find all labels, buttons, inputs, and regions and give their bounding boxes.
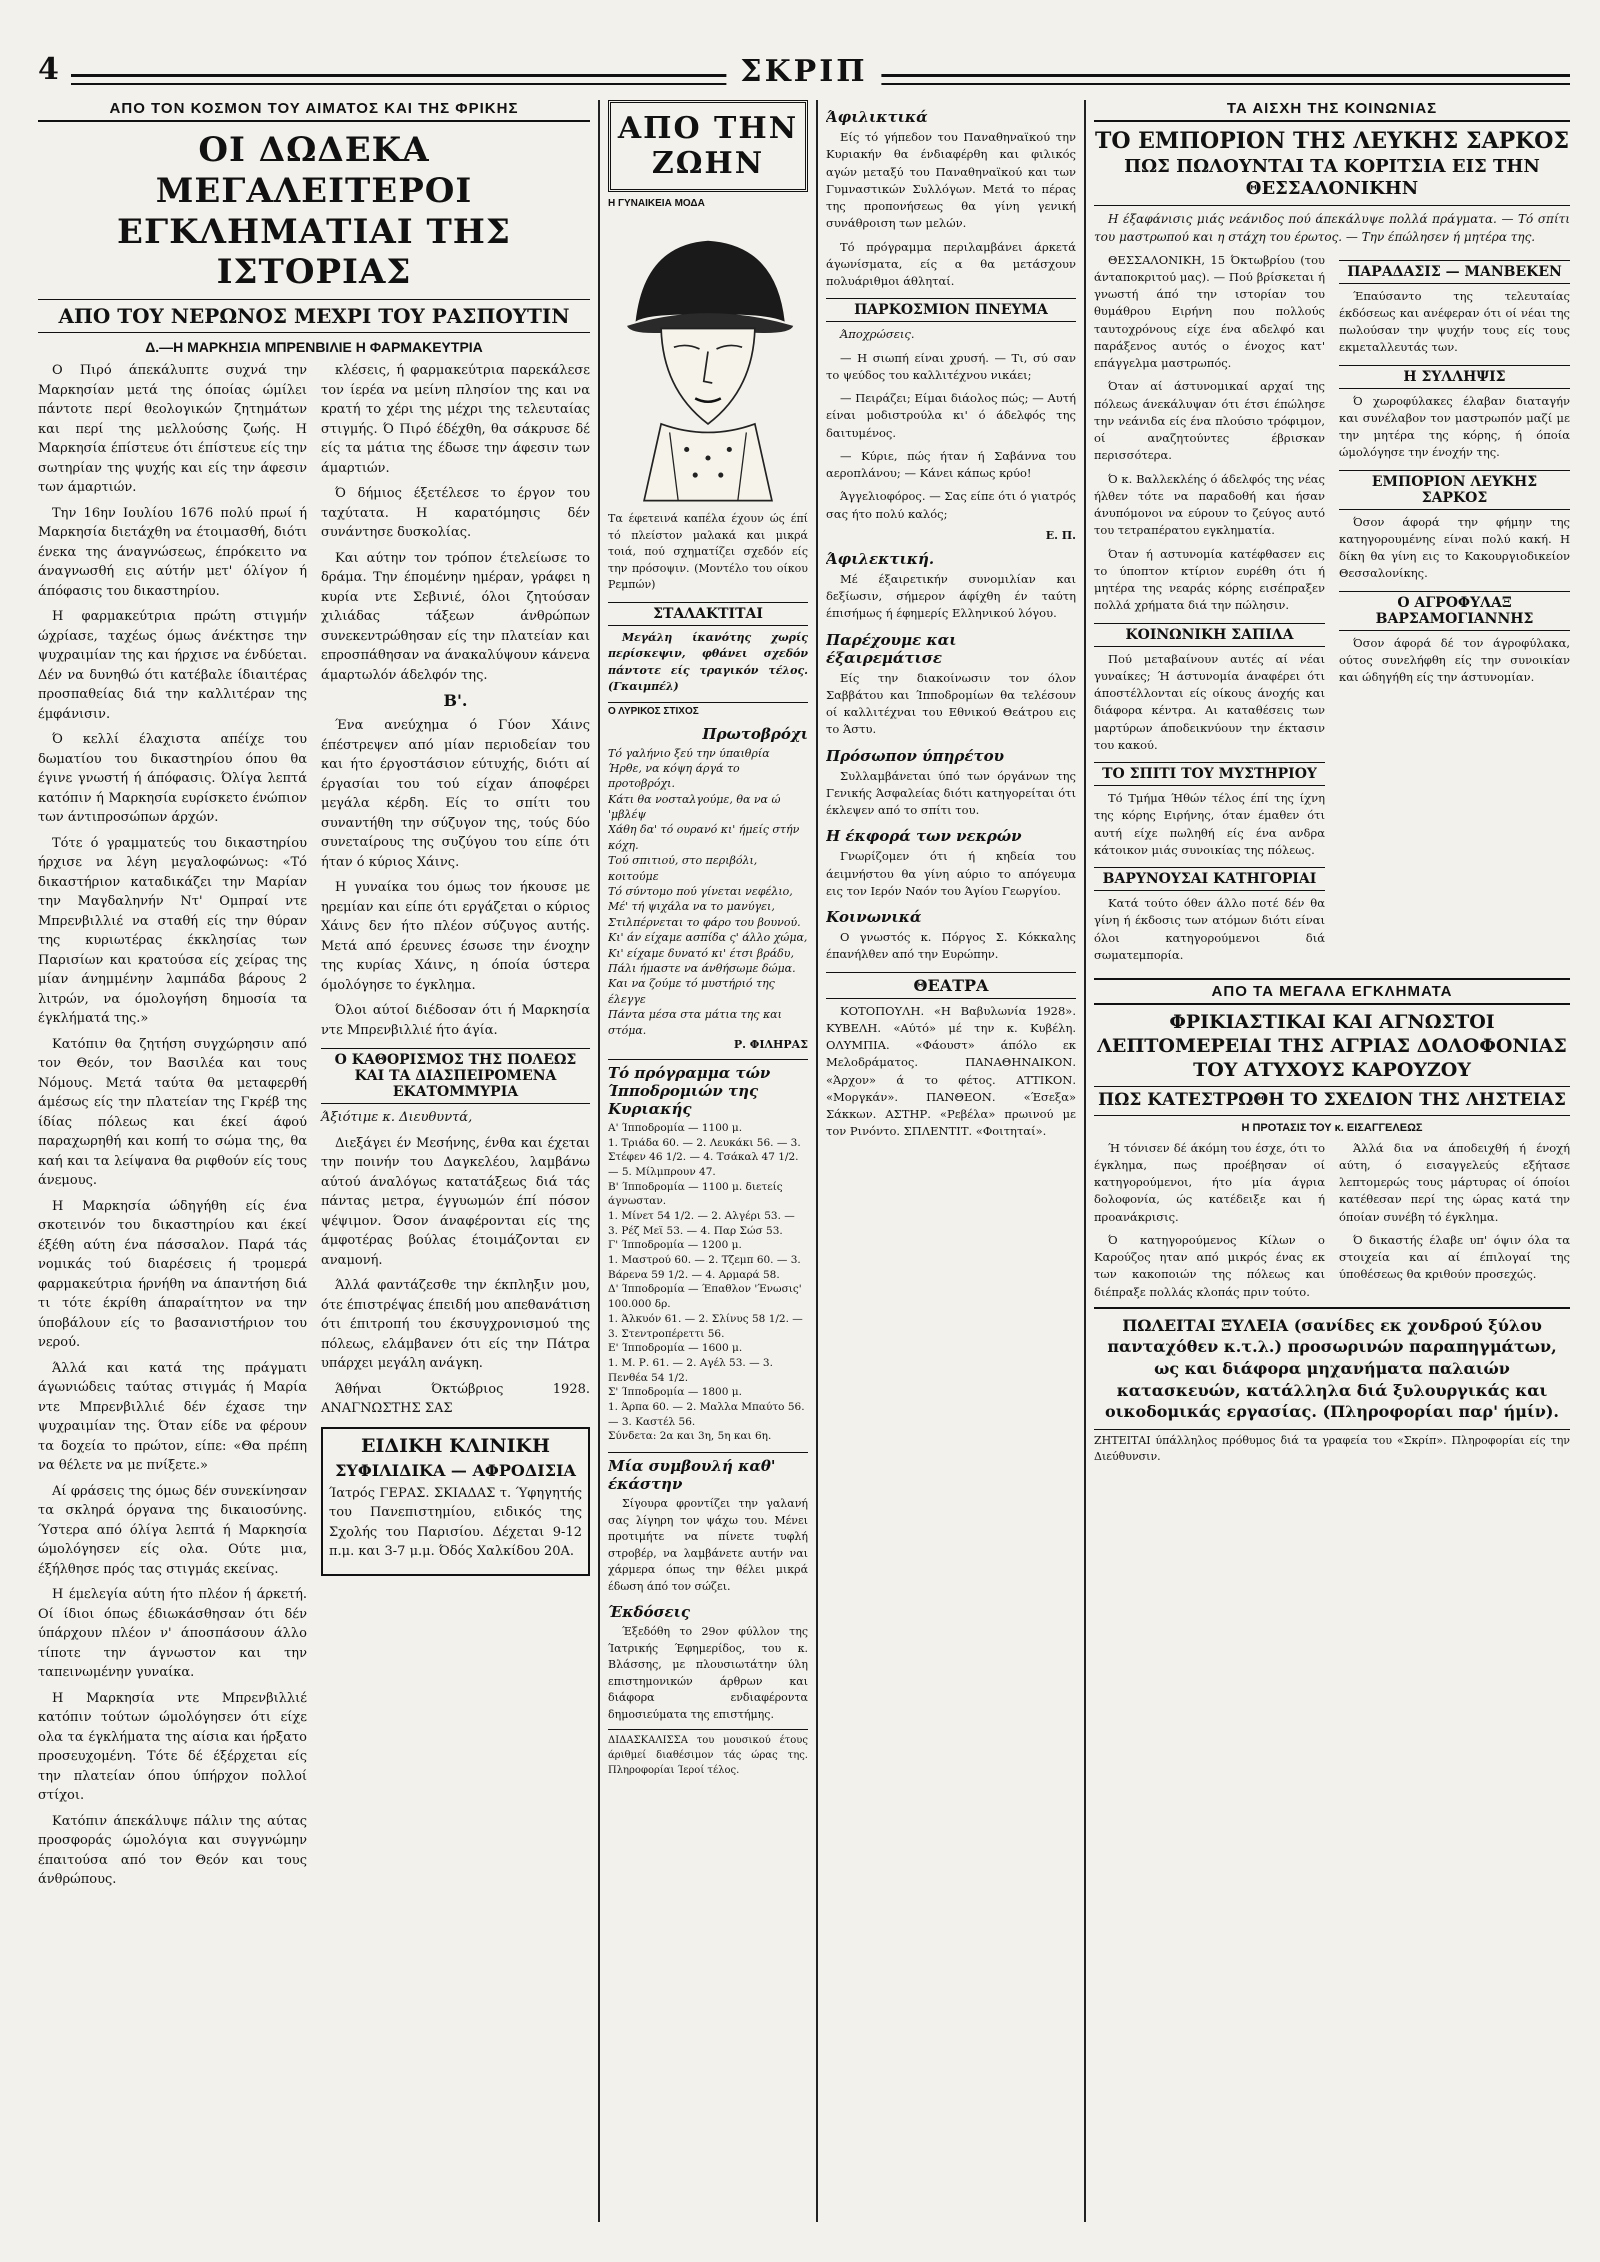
paragraph: Η Μαρκησία ντε Μπρενβιλλιέ κατόπιν τούτων ώμολόγησεν ότι είχε ολα τα έγκλήματα της αίσια και ήρξατο προσευχομένη. Τότε δέ έξέρχεται είς την πλατείαν όπου ύπήρχον πολλοί στίχοι.	[38, 1690, 307, 1804]
poem-body	[608, 746, 808, 1038]
paragraph: Κατόπιν άπεκάλυψε πάλιν της αύτας προσφοράς ώμολόγια και συγγνώμην έπαιτούσα από τον Θεόν και τους άνθρώπους.	[38, 1813, 307, 1888]
afiliktika-text-2: Τό πρόγραμμα περιλαμβάνει άρκετά άγωνίσματα, είς α θα μετάσχουν πολυάριθμοι άθληταί.	[826, 239, 1076, 288]
poem-line: Μέ' τή ψιχάλα να το μανύγει,	[608, 900, 775, 914]
ekdoseis-head: Έκδόσεις	[608, 1603, 691, 1622]
theatra-head: ΘΕΑΤΡΑ	[826, 972, 1076, 999]
article-body-criminals	[38, 361, 590, 1896]
poem-line: Τό σύντομο πού γίνεται νεφέλιο,	[608, 885, 793, 899]
racing-line: 1. Μαστρού 60. — 2. Τζεμπ 60. — 3. Βάρενα 59 1/2. — 4. Αρμαρά 58.	[608, 1254, 801, 1281]
column-society	[1094, 100, 1570, 2222]
poem-line: Κάτι θα νοσταλγούμε, θα να ώ 'μβλέψ	[608, 792, 781, 822]
ekfora-text: Γνωρίζομεν ότι ή κηδεία του άειμνήστου θα γίνη αύριο το απόγευμα εις τον Ιερόν Ναόν του Άγίου Γεωργίου.	[826, 849, 1076, 898]
pnevma-line: Άγγελιοφόρος. — Σας είπε ότι ό γιατρός σας ήτο πολύ καλός;	[826, 489, 1076, 521]
article-title-criminals: ΟΙ ΔΩΔΕΚΑ ΜΕΓΑΛΕΙΤΕΡΟΙ ΕΓΚΛΗΜΑΤΙΑΙ ΤΗΣ ΙΣΤΟΡΙΑΣ	[117, 130, 511, 293]
job-notice: ΖΗΤΕΙΤΑΙ ύπάλληλος πρόθυμος διά τα γραφεία του «Σκρίπ». Πληροφορίαι είς την Διεύθυνσιν.	[1094, 1429, 1570, 1466]
paragraph: Άλλά φαντάζεσθε την έκπληξιν μου, ότε έπιστρέψας έπειδή μου απεθανάτιση ότι έπιτροπή του έκσυγχρονισμού της πόλεως, ελάμβανεν ότι είς την Πάτρα υπάρχει μεγάλη ανάγκη.	[321, 1278, 590, 1372]
timber-ad: ΠΩΛΕΙΤΑΙ ΞΥΛΕΙΑ (σανίδες εκ χονδρού ξύλου πανταχόθεν κ.τ.λ.) προσωρινών παραπηγμάτων, ως και διάφορα μηχανήματα παλαιών κατασκευών, κατάλληλα διά ξυλουργικάς και οικοδομικάς εργασίας. (Πληροφορίαι παρ' ήμίν).	[1094, 1307, 1570, 1423]
paragraph: Ο Πιρό άπεκάλυπτε συχνά την Μαρκησίαν μετά της όποίας ώμίλει πάντοτε περί θεολογικών ζητημάτων και περί της μελλούσης ζωής. Η Μαρκησία έπίστευε ότι έπίστευε είς την σωτηρίαν της ψυχής και είς την άφεσιν των άμαρτιών.	[38, 363, 307, 496]
clinic-ad-subtitle: ΣΥΦΙΛΙΔΙΚΑ — ΑΦΡΟΔΙΣΙΑ	[335, 1460, 576, 1480]
afilektiki-head: Άφιλεκτική.	[826, 549, 935, 568]
section-b-marker: Β'.	[443, 691, 468, 711]
pnevma-line: — Κύριε, πώς ήταν ή Σαβάννα του αεροπλάνου; — Κάνει κάπως κρύο!	[826, 448, 1076, 480]
koinonika-head: Κοινωνικά	[826, 908, 922, 926]
letter-salutation: Άξιότιμε κ. Διευθυντά,	[321, 1110, 473, 1126]
paragraph: Ό κελλί έλαχιστα απέίχε του δωματίου του δικαστηρίου όπου θα έγινε γνωστή ή άπόφασις. Όλίγα λεπτά κατόπιν ή Μαρκησία ευρίσκετο ένώπιον των άντιπροσώπων άρχών.	[38, 732, 307, 826]
paragraph: ΘΕΣΣΑΛΟΝΙΚΗ, 15 Όκτωβρίου (του άνταποκριτού μας). — Πού βρίσκεται ή γνωστή άπό την ιστορίαν του θυμάθρου Ειρήνη που πολλούς ταυτοχρόνους είχε ένα αδελφό και παράξενος αυτός ο ένοχος κατ' επάγγελμα μαστρωπός.	[1094, 252, 1325, 370]
racing-line: 1. Μίνετ 54 1/2. — 2. Αλγέρι 53. — 3. Ρέζ Μεϊ 53. — 4. Παρ Σώσ 53.	[608, 1210, 795, 1237]
article-subtitle-criminals: ΑΠΟ ΤΟΥ ΝΕΡΩΝΟΣ ΜΕΧΡΙ ΤΟΥ ΡΑΣΠΟΥΤΙΝ	[38, 299, 590, 333]
stalaktitai-text: Μεγάλη ίκανότης χωρίς περίσκεψιν, φθάνει σχεδόν πάντοτε είς τραγικόν τέλος. (Γκαιμπέλ)	[608, 630, 808, 693]
paragraph: Η Μαρκησία ώδηγήθη είς ένα σκοτεινόν του δικαστηρίου και έκεί έξέθη αύτη ένα πάσσαλον. Παρά τάς νομικάς τού διαρέσεις ή τρομερά φαρμακεύτρια ήρνήθη να άπαντήση διά τι τότε έκρίθη άπαραίτητον να την ύποβάλουν είς το βασανιστήριον του νερού.	[38, 1198, 307, 1351]
newspaper-title: ΣΚΡΙΠ	[726, 54, 881, 89]
pnevma-line: — Η σιωπή είναι χρυσή. — Τι, σύ σαν το ψεύδος του καλλιτέχνου νικάει;	[826, 350, 1076, 382]
racing-line: Α' Ίπποδρομία — 1100 μ.	[608, 1121, 743, 1134]
emporion-head: ΕΜΠΟΡΙΟΝ ΛΕΥΚΗΣ ΣΑΡΚΟΣ	[1339, 470, 1570, 510]
body-left	[1094, 1140, 1325, 1307]
page-number: 4	[38, 52, 71, 87]
column-divider	[1084, 100, 1086, 2222]
parades-head: ΠΑΡΑΔΑΣΙΣ — ΜΑΝΒΕΚΕΝ	[1339, 260, 1570, 284]
paragraph: Η γυναίκα του όμως τον ήκουσε με ηρεμίαν και είπε ότι εργάζεται ο κύριος Χάινς δεν ήτο πλέον σύζυγος αυτής. Μετά από έρευνες έσωσε την ένοχην της κυρίας Χάινς, η όποία ύστερα όμολόγησε το έγκλημα.	[321, 880, 590, 993]
mystirio-text: Τό Τμήμα Ήθών τέλος έπί της ίχνη της κόρης Ειρήνης, όταν έμαθεν ότι αυτή είχε πωληθή είς ένα ανδρα κάτοικον μιάς συνοικίας της πόλεως.	[1094, 791, 1325, 857]
ekfora-head: Η έκφορά των νεκρών	[826, 827, 1022, 846]
fashion-label: Η ΓΥΝΑΙΚΕΙΑ ΜΟΔΑ	[608, 198, 705, 209]
prothymon-head: Πρόσωπον ύπηρέτου	[826, 746, 1005, 765]
paragraph: Διεξάγει έν Μεσήνης, ένθα και έχεται την ποινήν του Δαγκελέου, λαμβάνω αύτού άναλόγως κατατάξεως διά τάς πάντας μετρα, έγγυωμών έπί πόσον ψέψιμον. Όσον άναφέρονται είς της άμφοτέρας βούλας έτοιμάζονται εν αναμονή.	[321, 1135, 590, 1268]
paragraph: Αί φράσεις της όμως δέν συνεκίνησαν τα σκληρά όργανα της δικαιοσύνης. Ύστερα από όλίγα λεπτά ή Μαρκησία ώμολόγησεν είς ολα. Ούτε μια, έξήλθησε πρός τας στιγμάς εκείνας.	[38, 1483, 307, 1577]
pnevma-head: ΠΑΡΚΟΣΜΙΟΝ ΠΝΕΥΜΑ	[826, 298, 1076, 322]
parades-text: Έπαύσαντο της τελευταίας έκδόσεως και ανέφεραν ότι οί νέαι της πωλούσαν την ψυχήν τους είς τους εκμεταλλευτάς των.	[1339, 288, 1570, 355]
banner-apo-tin-zoin: ΑΠΟ ΤΗΝ ΖΩΗΝ	[608, 100, 808, 192]
theatra-text: ΚΟΤΟΠΟΥΛΗ. «Η Βαβυλωνία 1928». ΚΥΒΕΛΗ. «Αύτό» μέ την κ. Κυβέλη. ΟΛΥΜΠΙΑ. «Φάουστ» άπόλο εκ Μελοδράματος. ΠΑΝΑΘΗΝΑΙΚΟΝ. «Άρχον» ά το φέτος. ΑΤΤΙΚΟΝ. «Μοργκάν». ΠΑΝΘΕΟΝ. «Έσεξα» Σάκκων. ΑΣΤΗΡ. «Ρεβέλα» πρωινού με τον Ρινόντο. ΣΠΛΕΝΤΙΤ. «Φοιτηταί».	[826, 1003, 1076, 1139]
paragraph: Την 16ην Ιουλίου 1676 πολύ πρωί ή Μαρκησία διετάχθη να έτοιμασθή, διότι ένεκα της άναγνώσεως, έπρόκειτο να άναγνωσθή εις αύτήν μετ' όλίγον ή άπόφασις του δικαστηρίου.	[38, 505, 307, 599]
koinoniki-head: ΚΟΙΝΩΝΙΚΗ ΣΑΠΙΛΑ	[1094, 623, 1325, 647]
column-misc	[826, 100, 1076, 2222]
racing-line: 1. Άρπα 60. — 2. Μαλλα Μπαύτο 56. — 3. Καστέλ 56.	[608, 1400, 805, 1428]
poem-line: Και να ζούμε τό μυστήριό της έλεγγε	[608, 977, 775, 1006]
agrofylax-head: Ο ΑΓΡΟΦΥΛΑΞ ΒΑΡΣΑΜΟΓΙΑΝΝΗΣ	[1339, 591, 1570, 631]
racing-line: Δ' Ίπποδρομία — Έπαθλον 'Ένωσις' 100.000 δρ.	[608, 1283, 802, 1311]
poem-line: Κι' άν είχαμε ασπίδα ς' άλλο χώμα,	[608, 931, 808, 945]
mystirio-head: ΤΟ ΣΠΙΤΙ ΤΟΥ ΜΥΣΤΗΡΙΟΥ	[1094, 762, 1325, 786]
poem-line: Χάθη δα' τό ουρανό κι' ήμείς στήν κόχη.	[608, 823, 800, 852]
column-divider	[598, 100, 600, 2222]
varynousai-text: Κατά τούτο όθεν άλλο ποτέ δέν θα γίνη ή έκδοσις των ατόμων διότι είναι όλοι κατηγορούμενοι διά σωματεμπορία.	[1094, 896, 1325, 962]
paragraph: Η έμελεγία αύτη ήτο πλέον ή άρκετή. Οί ίδιοι όπως έδιωκάσθησαν ότι δέν ύπάρχουν πλέον ν' άποσπάσουν άλλο τίποτε την άγνωστον και την ταπεινωμένην γυναίκα.	[38, 1587, 307, 1681]
racing-line: 1. Άλκυόν 61. — 2. Σλίνυς 58 1/2. — 3. Στεντροπέρεττι 56.	[608, 1312, 803, 1340]
paragraph: Ένα ανεύχημα ό Γύον Χάινς έπέστρεψεν από μίαν περιοδείαν του και ήτο έργοστάσιον εύτυχής, διότι αί έργασίαι του τού είχαν άποφέρει μεγάλα κέρδη. Είς το σπίτι του συναντήθη την σύζυγον της, τούς δύο συνεταίρους της συζύγου του είπε ότι ήταν ό κύριος Χάινς.	[321, 718, 590, 870]
poem-line: Τού σπιτιού, στο περιβόλι, κοιτούμε	[608, 854, 758, 883]
poem-label: Ο ΛΥΡΙΚΟΣ ΣΤΙΧΟΣ	[608, 702, 808, 717]
paragraph: Όταν αί άστυνομικαί αρχαί της πόλεως άνεκάλυψαν ότι έτσι έπώλησε την νεάνιδα είς ένα πλούσιο τρόφιμον, οί αναζητούντες έβρισκαν περισσότερα.	[1094, 379, 1325, 463]
poem-line: Κι' είχαμε δυνατό κι' έτσι βράδυ,	[608, 946, 794, 960]
agrofylax-text: Όσον άφορά δέ τον άγροφύλακα, ούτος συνελήφθη είς την συνοικίαν και ώδηγήθη είς την άστυνομίαν.	[1339, 635, 1570, 684]
parexoume-head: Παρέχουμε και έξαιρεμάτισε	[826, 630, 957, 667]
poem-line: Στιλπέρνεται το φάρο του βουνού.	[608, 915, 801, 929]
section-head-blood: ΑΠΟ ΤΟΝ ΚΟΣΜΟΝ ΤΟΥ ΑΙΜΑΤΟΣ ΚΑΙ ΤΗΣ ΦΡΙΚΗΣ	[38, 100, 590, 122]
paragraph: Άθήναι Όκτώβριος 1928. ΑΝΑΓΝΩΣΤΗΣ ΣΑΣ	[321, 1381, 590, 1417]
syllipsi-head: Η ΣΥΛΛΗΨΙΣ	[1339, 365, 1570, 389]
article-byline-karouzos: Η ΠΡΟΤΑΣΙΣ ΤΟΥ κ. ΕΙΣΑΓΓΕΛΕΩΣ	[1241, 1121, 1423, 1134]
racing-line: Β' Ίπποδρομία — 1100 μ. διετείς άγνωσταν.	[608, 1180, 783, 1208]
paragraph: Κατόπιν θα ζητήση συγχώρησιν από τον Θεόν, τον Βασιλέα και τους Νόμους. Μετά ταύτα θα μεταφερθή άμέσως είς την πλατείαν της Γκρέβ της ίδίας πόλεως και έκεί άφού παραχωρηθή και κοπή το σώμα της, θα καή και τα λείψανα θα ριφθούν είς τους άνεμους.	[38, 1036, 307, 1189]
article-title-white-slave: ΤΟ ΕΜΠΟΡΙΟΝ ΤΗΣ ΛΕΥΚΗΣ ΣΑΡΚΟΣ	[1094, 128, 1570, 154]
paragraph: Ό δήμιος έξετέλεσε το έργον του ταχύτατα. Η καρατόμησις δέν συνάντησε δυσκολίας.	[321, 486, 590, 541]
clinic-ad-title: ΕΙΔΙΚΗ ΚΛΙΝΙΚΗ	[361, 1434, 550, 1457]
paragraph: Όλοι αύτοί διέδοσαν ότι ή Μαρκησία ντε Μπρενβιλλιέ ήτο άγία.	[321, 1003, 590, 1038]
emporion-text: Όσον άφορά την φήμην της κατηγορουμένης είναι πολύ κακή. Η δίκη θα γίνη εις το Κακουργιοδικείον Θεσσαλονίκης.	[1339, 514, 1570, 581]
body-left	[1094, 252, 1325, 971]
body-left	[38, 361, 307, 1896]
paragraph: Άλλά και κατά της πράγματι άγωνιώδεις ταύτας στιγμάς ή Μαρία ντε Μπρενβιλλιέ δέν έχασε την ψυχραιμίαν της. Όταν είδε να φέρουν τα δοχεία το πρώτον, είπε: «Θα πρέπη να θέλετε να με πνίξετε.»	[38, 1360, 307, 1474]
fashion-caption: Τα έφετεινά καπέλα έχουν ώς έπί τό πλείστον μαλακά και μικρά τοιά, πού σχηματίζει σχεδόν είς την πρόσοψιν. (Μοντέλο του οίκου Ρεμπών)	[608, 512, 808, 591]
advice-head: Μία συμβουλή καθ' έκάστην	[608, 1452, 808, 1493]
koinoniki-text: Πού μεταβαίνουν αυτές αί νέαι γυναίκες; Ή άστυνομία άναφέρει ότι άποστέλλονται είς οίκους άνοχής και διάφορα κέντρα. Αι καταθέσεις των μαρτύρων άποδεικνύουν την έκτασιν του κακού.	[1094, 651, 1325, 752]
clinic-ad-text: Ίατρός ΓΕΡΑΣ. ΣΚΙΑΔΑΣ τ. Ύφηγητής του Πανεπιστημίου, ειδικός της Σχολής του Παρισίου. Δέχεται 9-12 π.μ. και 3-7 μ.μ. Όδός Χαλκίδου 20Α.	[329, 1485, 582, 1560]
racing-line: Σύνδετα: 2α και 3η, 5η και 6η.	[608, 1430, 772, 1443]
section-head-crimes: ΑΠΟ ΤΑ ΜΕΓΑΛΑ ΕΓΚΛΗΜΑΤΑ	[1094, 978, 1570, 1005]
paragraph: κλέσεις, ή φαρμακεύτρια παρεκάλεσε τον ίερέα να μείνη πλησίον της και να κρατή το χέρι της μέχρι της τελευταίας στιγμής. Ό Πιρό έδέχθη, θα σάκρυσε δέ είς τα μάτια της έδωσε την άφεσιν των άμαρτιών.	[321, 363, 590, 476]
poem-line: Πάλι ήμαστε να άνθήσωμε δώμα.	[608, 961, 796, 975]
varynousai-head: ΒΑΡΥΝΟΥΣΑΙ ΚΑΤΗΓΟΡΙΑΙ	[1094, 867, 1325, 891]
body-right	[321, 361, 590, 1896]
article-lead: Η έξαφάνισις μιάς νεάνιδος πού άπεκάλυψε πολλά πράγματα. — Τό σπίτι του μαστρωπού και η στάχη του έρωτος. — Την έπώλησεν ή μητέρα της.	[1094, 211, 1570, 244]
article-title-karouzos: ΦΡΙΚΙΑΣΤΙΚΑΙ ΚΑΙ ΑΓΝΩΣΤΟΙ ΛΕΠΤΟΜΕΡΕΙΑΙ ΤΗΣ ΑΓΡΙΑΣ ΔΟΛΟΦΟΝΙΑΣ ΤΟΥ ΑΤΥΧΟΥΣ ΚΑΡΟΥΖΟΥ	[1097, 1011, 1567, 1081]
pnevma-line: — Πειράζει; Είμαι διάολος πώς; — Αυτή είναι μοδιστρούλα κι' ό άδελφός της δαιτυμένος.	[826, 391, 1076, 440]
paragraph: Ό κ. Βαλλεκλέης ό άδελφός της νέας ήλθεν τότε να παραδοθή και ήσαν άνυπόμονοι να εύρουν το ζεύγος αυτό του τετραπέρατου εγκληματία.	[1094, 471, 1325, 538]
racing-line: 1. Μ. Ρ. 61. — 2. Αγέλ 53. — 3. Πενθέα 54 1/2.	[608, 1356, 773, 1384]
racing-line: Σ' Ίπποδρομία — 1800 μ.	[608, 1386, 742, 1399]
poem-line: Ήρθε, να κόψη άργά το προτοβρόχι.	[608, 761, 740, 791]
paragraph: Όταν ή αστυνομία κατέφθασεν εις το ύποπτον κτίριον ευρέθη ότι ή μητέρα της νεαράς κόρης εισέπραξεν πολλά χρήματα διά την πώλησιν.	[1094, 546, 1325, 613]
advice-text: Σίγουρα φροντίζει την γαλανή σας λίγηρη τον ψάχω του. Μένει προτιμήτε να πίνετε τυφλή στροβέρ, να λαμβάνετε αυτήν ναι χάρμερα όπως την θέλει μικρά έδωση άπό τον σώζει.	[608, 1497, 808, 1593]
poem-line: Πάντα μέσα στα μάτια της και στόμα.	[608, 1008, 782, 1037]
letter-title: Ο ΚΑΘΟΡΙΣΜΟΣ ΤΗΣ ΠΟΛΕΩΣ ΚΑΙ ΤΑ ΔΙΑΣΠΕΙΡΟΜΕΝΑ ΕΚΑΤΟΜΜΥΡΙΑ	[321, 1048, 590, 1104]
afilektiki-text: Μέ έξαιρετικήν συνομιλίαν και δεξίωσιν, σήμερον άφίχθη έν ταύτη έπισήμως ή έφημερίς Ελληνικού λόγου.	[826, 571, 1076, 621]
pnevma-author: Ε. Π.	[1045, 528, 1076, 542]
racing-program	[608, 1121, 808, 1444]
stalaktitai-head: ΣΤΑΛΑΚΤΙΤΑΙ	[608, 602, 808, 626]
clinic-ad	[321, 1427, 590, 1576]
ekdoseis-text: Έξεδόθη το 29ον φύλλον της Ίατρικής Έφημερίδος, του κ. Βλάσσης, με πλουσιωτάτην ύλη επιστημονικών άρθρων και διάφορα ενδιαφέροντα δημοσιεύματα της επιστήμης.	[608, 1625, 808, 1721]
racing-line: 1. Τριάδα 60. — 2. Λευκάκι 56. — 3. Στέφεν 46 1/2. — 4. Τσάκαλ 47 1/2. — 5. Μίλμπρουν 47.	[608, 1136, 801, 1178]
paragraph: Ό δικαστής έλαβε υπ' όψιν όλα τα στοιχεία και αί έπιλογαί της ύποθέσεως θα κριθούν προσεχώς.	[1339, 1232, 1570, 1282]
parexoume-text: Είς την διακοίνωσιν τον όλον Σαββάτου και Ίπποδρομίων θα τελέσουν οί καλλιτέχναι του Εθνικού Θεάτρου εις το Άστυ.	[826, 670, 1076, 737]
poem-author: Ρ. ΦΙΛΗΡΑΣ	[733, 1037, 808, 1051]
pnevma-line: Άποχρώσεις.	[840, 327, 915, 342]
koinonika-text: Ο γνωστός κ. Πόργος Σ. Κόκκαλης έπανήλθεν από την Ευρώπην.	[826, 930, 1076, 962]
racing-line: Γ' Ίπποδρομία — 1200 μ.	[608, 1239, 742, 1252]
body-right	[1339, 1140, 1570, 1307]
article-byline-criminals: Δ.—Η ΜΑΡΚΗΣΙΑ ΜΠΡΕΝΒΙΛΙΕ Η ΦΑΡΜΑΚΕΥΤΡΙΑ	[145, 339, 483, 356]
column-history	[38, 100, 590, 2222]
paragraph: Ή τόνισεν δέ άκόμη του έσχε, ότι το έγκλημα, πως προέβησαν οί κατηγορούμενοι, ήτο μία άγρια δολοφονία, ώς κατέδειξε και ή προανάκρισις.	[1094, 1140, 1325, 1224]
column-divider	[816, 100, 818, 2222]
article-body-karouzos	[1094, 1140, 1570, 1307]
poem-line: Τό γαλήνιο ξεύ την ύπαιθρία	[608, 746, 770, 760]
afiliktika-text: Είς τό γήπεδον του Παναθηναϊκού την Κυριακήν θα ένδιαφέρθη και φιλικός αγών μεταξύ του Παναθηναϊκού και των Γυμναστικών Συλλόγων. Μετά το πέρας της προπονήσεως θα γίνη γενική συνάθροιση των μελών.	[826, 130, 1076, 231]
paragraph: Η φαρμακεύτρια πρώτη στιγμήν ώχρίασε, ταχέως όμως άνέκτησε την ψυχραιμίαν της και ήρχισε να ένδύεται. Δέν να δυνηθώ ότι κατέβαλε ίδιαιτέρας προσπαθείας διά την καλλιτέραν της έμφάνισιν.	[38, 609, 307, 722]
paragraph: Ό κατηγορούμενος Κίλων ο Καρούζος ηταν από μικρός ένας εκ των κακοποιών της πόλεως και διέπραξε πολλάς κλοπάς πριν τούτο.	[1094, 1232, 1325, 1299]
racing-head: Τό πρόγραμμα τών Ίπποδρομιών της Κυριακής	[608, 1059, 808, 1118]
prothymon-text: Συλλαμβάνεται ύπό των όργάνων της Γενικής Άσφαλείας διότι κατηγορείται ότι έκλεψεν από το σπίτι του.	[826, 768, 1076, 817]
poem-title: Πρωτοβρόχι	[702, 724, 808, 743]
racing-line: Ε' Ίπποδρομία — 1600 μ.	[608, 1342, 743, 1355]
section-head-society: ΤΑ ΑΙΣΧΗ ΤΗΣ ΚΟΙΝΩΝΙΑΣ	[1094, 100, 1570, 122]
bottom-notice: ΔΙΔΑΣΚΑΛΙΣΣΑ του μουσικού έτους άριθμεί διαθέσιμον τάς ώρας της. Πληροφορίαι Ίεροί τέλος.	[608, 1729, 808, 1778]
paragraph: Τότε ό γραμματεύς του δικαστηρίου ήρχισε να λέγη μεγαλοφώνως: «Τό δικαστήριον καταδικάζει την Μαρίαν την Μαγδαληνήν Ντ' Ομπραί ντε Μπρενβιλλιέ να σταθή είς την θύραν της κυριωτέρας έκκλησίας των Παρισίων και κρατούσα είς χείρας της μίαν άνημμένην λαμπάδα βάρους 2 λιτρών, να όμολογήση δημοσία τα έγκλήματά της.»	[38, 835, 307, 1027]
syllipsi-text: Ό χωροφύλακες έλαβαν διαταγήν και συνέλαβον τον μαστρωπόν μαζί με την μητέρα της κόρης, ή όποία ώμολόγησε την ένοχήν της.	[1339, 393, 1570, 460]
article-body-white-slave	[1094, 252, 1570, 971]
fashion-illustration	[610, 215, 806, 505]
paragraph: Και αύτην τον τρόπον έτελείωσε το δράμα. Την έπομένην ημέραν, γράφει η κυρία ντε Σεβινιέ, όλοι ζητούσαν χιλιάδας τάξεων άνθρώπων συνεκεντρώθησαν είς την πλατείαν και επροσπάθησαν να άνακαλύψουν κάνενα άμαρτωλόν άδελφόν της.	[321, 550, 590, 683]
article-subtitle-white-slave: ΠΩΣ ΠΩΛΟΥΝΤΑΙ ΤΑ ΚΟΡΙΤΣΙΑ ΕΙΣ ΤΗΝ ΘΕΣΣΑΛΟΝΙΚΗΝ	[1094, 156, 1570, 206]
afiliktika-head: Άφιλικτικά	[826, 108, 928, 126]
masthead	[38, 52, 1570, 92]
article-subtitle-karouzos: ΠΩΣ ΚΑΤΕΣΤΡΩΘΗ ΤΟ ΣΧΕΔΙΟΝ ΤΗΣ ΛΗΣΤΕΙΑΣ	[1094, 1086, 1570, 1115]
paragraph: Άλλά δια να άποδειχθή ή ένοχή αύτη, ό εισαγγελεύς εξήτασε λεπτομερώς τους μάρτυρας οί όποίοι κατέθεσαν περί της ώρας κατά την όποίαν συνέβη τό έγκλημα.	[1339, 1140, 1570, 1224]
body-right	[1339, 252, 1570, 971]
column-life	[608, 100, 808, 2222]
